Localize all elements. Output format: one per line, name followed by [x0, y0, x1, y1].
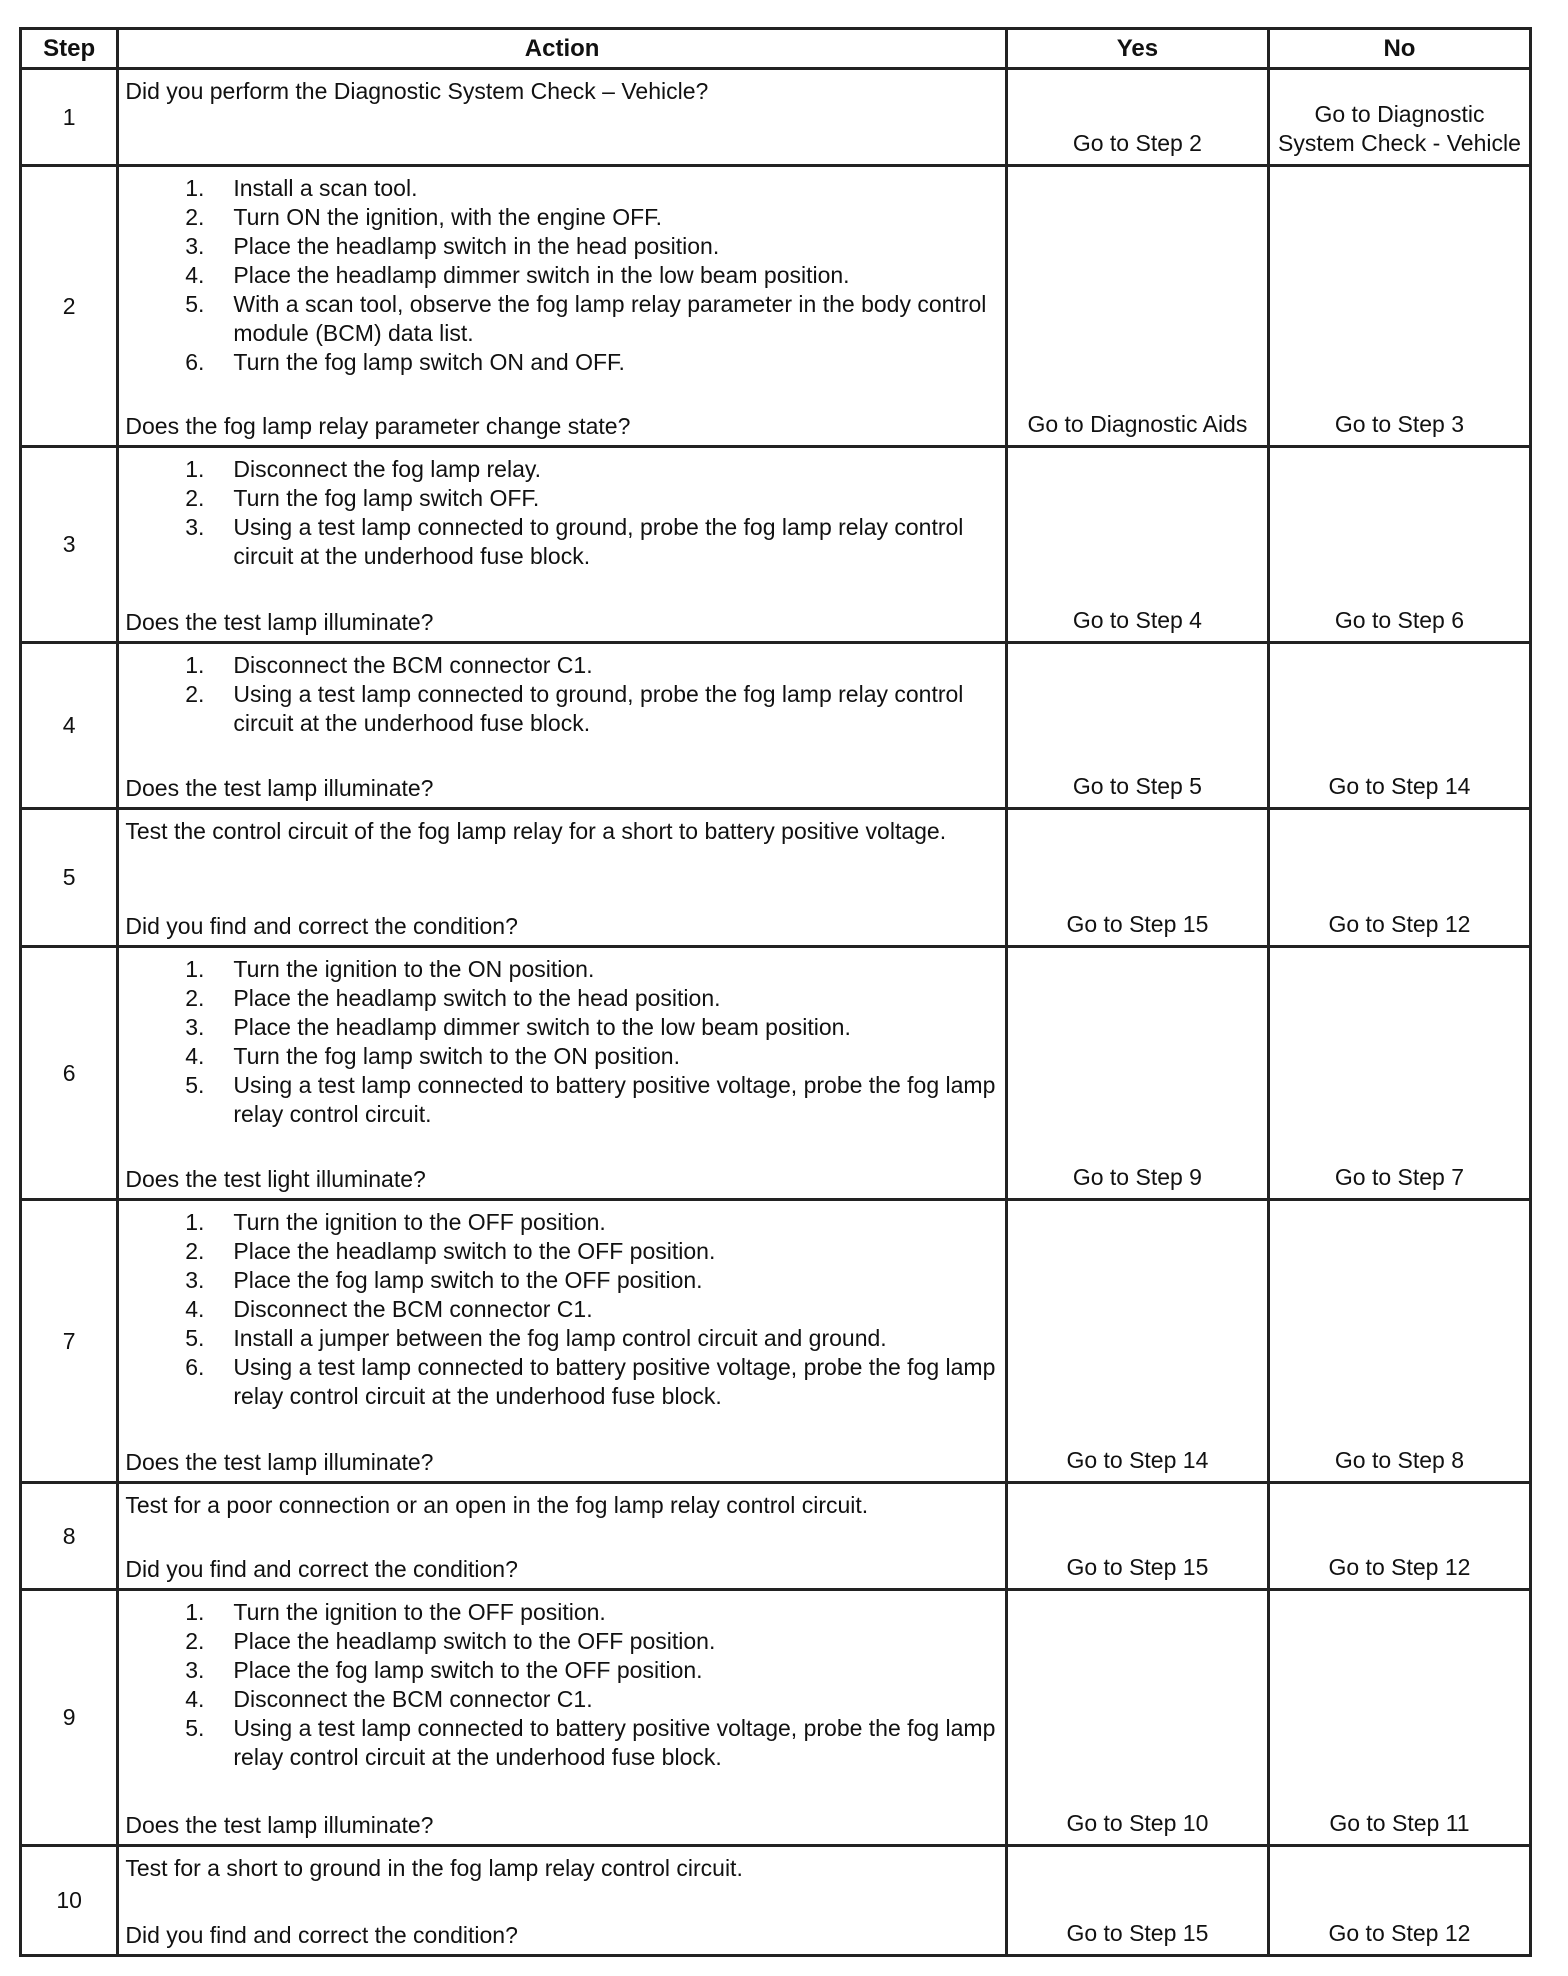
- step-number: 6: [21, 947, 118, 1200]
- list-item: [125, 455, 1001, 484]
- list-item-text: Turn the ignition to the ON position.: [233, 956, 595, 982]
- list-item-text: Place the headlamp dimmer switch in the low beam position.: [233, 262, 850, 288]
- list-item: [125, 203, 1001, 232]
- list-item-number: 5.: [185, 1325, 205, 1351]
- list-item: [125, 680, 1001, 738]
- list-item-number: 1.: [185, 956, 205, 982]
- no-result: Go to Step 12: [1268, 809, 1530, 947]
- yes-result: Go to Step 15: [1006, 1846, 1268, 1956]
- list-item-text: Place the headlamp switch to the head position.: [233, 985, 721, 1011]
- action-cell: [118, 1846, 1007, 1956]
- action-cell: [118, 643, 1007, 809]
- action-cell: [118, 1483, 1007, 1590]
- action-cell: [118, 1590, 1007, 1846]
- list-item-text: Using a test lamp connected to battery positive voltage, probe the fog lamp relay control circuit at the underhood fuse block.: [233, 1354, 996, 1409]
- list-item: [125, 1685, 1001, 1714]
- list-item-text: Place the headlamp dimmer switch to the low beam position.: [233, 1014, 851, 1040]
- action-intro: Test for a poor connection or an open in the fog lamp relay control circuit.: [125, 1492, 869, 1518]
- step-number: 7: [21, 1200, 118, 1483]
- list-item-text: Install a scan tool.: [233, 175, 418, 201]
- list-item-number: 3.: [185, 1014, 205, 1040]
- step-number: 1: [21, 69, 118, 166]
- list-item: [125, 1627, 1001, 1656]
- action-cell: [118, 166, 1007, 447]
- list-item: [125, 651, 1001, 680]
- list-item-text: Install a jumper between the fog lamp control circuit and ground.: [233, 1325, 887, 1351]
- list-item: [125, 232, 1001, 261]
- action-cell: [118, 947, 1007, 1200]
- list-item: [125, 290, 1001, 348]
- list-item-number: 1.: [185, 1599, 205, 1625]
- yes-result: Go to Step 15: [1006, 809, 1268, 947]
- no-result: Go to Step 12: [1268, 1483, 1530, 1590]
- list-item-text: Turn ON the ignition, with the engine OFF.: [233, 204, 663, 230]
- step-number: 9: [21, 1590, 118, 1846]
- table-row: [21, 643, 1531, 809]
- table-row: [21, 447, 1531, 643]
- list-item-text: Place the headlamp switch to the OFF position.: [233, 1628, 716, 1654]
- list-item-number: 1.: [185, 456, 205, 482]
- list-item-text: Using a test lamp connected to ground, probe the fog lamp relay control circuit at the underhood fuse block.: [233, 514, 964, 569]
- table-row: [21, 1200, 1531, 1483]
- list-item-number: 5.: [185, 1715, 205, 1741]
- action-steps-list: [125, 1208, 1001, 1411]
- action-cell: [118, 69, 1007, 166]
- table-row: [21, 947, 1531, 1200]
- action-question: Does the test lamp illuminate?: [125, 609, 434, 635]
- action-intro: Did you perform the Diagnostic System Check – Vehicle?: [125, 78, 709, 104]
- action-intro: Test the control circuit of the fog lamp relay for a short to battery positive voltage.: [125, 818, 947, 844]
- list-item: [125, 1208, 1001, 1237]
- list-item-text: Place the headlamp switch in the head position.: [233, 233, 720, 259]
- list-item-text: Using a test lamp connected to battery positive voltage, probe the fog lamp relay control circuit at the underhood fuse block.: [233, 1715, 996, 1770]
- list-item-text: Using a test lamp connected to ground, probe the fog lamp relay control circuit at the underhood fuse block.: [233, 681, 964, 736]
- list-item-number: 6.: [185, 1354, 205, 1380]
- no-result: Go to Diagnostic System Check - Vehicle: [1268, 69, 1530, 166]
- diagnostic-table-container: [19, 27, 1532, 1957]
- list-item: [125, 955, 1001, 984]
- no-result: Go to Step 8: [1268, 1200, 1530, 1483]
- list-item-number: 2.: [185, 485, 205, 511]
- list-item-number: 4.: [185, 262, 205, 288]
- list-item-text: Turn the ignition to the OFF position.: [233, 1599, 606, 1625]
- list-item-text: Place the fog lamp switch to the OFF position.: [233, 1657, 703, 1683]
- header-row: [21, 29, 1531, 69]
- no-result: Go to Step 3: [1268, 166, 1530, 447]
- list-item-text: Disconnect the fog lamp relay.: [233, 456, 542, 482]
- action-question: Does the test lamp illuminate?: [125, 775, 434, 801]
- list-item: [125, 348, 1001, 377]
- no-result: Go to Step 6: [1268, 447, 1530, 643]
- yes-result: Go to Step 4: [1006, 447, 1268, 643]
- action-question: Does the fog lamp relay parameter change state?: [125, 413, 631, 439]
- list-item-number: 1.: [185, 175, 205, 201]
- list-item-text: Using a test lamp connected to battery positive voltage, probe the fog lamp relay control circuit.: [233, 1072, 996, 1127]
- header-no: No: [1268, 29, 1530, 69]
- action-steps-list: [125, 174, 1001, 377]
- list-item-text: Turn the fog lamp switch OFF.: [233, 485, 540, 511]
- list-item: [125, 1598, 1001, 1627]
- list-item: [125, 1237, 1001, 1266]
- table-row: [21, 809, 1531, 947]
- list-item-number: 1.: [185, 1209, 205, 1235]
- step-number: 5: [21, 809, 118, 947]
- yes-result: Go to Step 2: [1006, 69, 1268, 166]
- list-item: [125, 1324, 1001, 1353]
- list-item-text: Disconnect the BCM connector C1.: [233, 652, 593, 678]
- list-item-text: Turn the fog lamp switch ON and OFF.: [233, 349, 625, 375]
- no-result: Go to Step 7: [1268, 947, 1530, 1200]
- step-number: 8: [21, 1483, 118, 1590]
- list-item-text: Place the headlamp switch to the OFF position.: [233, 1238, 716, 1264]
- step-number: 3: [21, 447, 118, 643]
- step-number: 4: [21, 643, 118, 809]
- list-item: [125, 1013, 1001, 1042]
- list-item: [125, 1042, 1001, 1071]
- list-item-text: With a scan tool, observe the fog lamp relay parameter in the body control module (BCM) data list.: [233, 291, 987, 346]
- list-item-number: 3.: [185, 1267, 205, 1293]
- yes-result: Go to Step 10: [1006, 1590, 1268, 1846]
- list-item-text: Disconnect the BCM connector C1.: [233, 1686, 593, 1712]
- action-question: Does the test lamp illuminate?: [125, 1449, 434, 1475]
- table-row: [21, 166, 1531, 447]
- list-item-number: 4.: [185, 1686, 205, 1712]
- action-question: Did you find and correct the condition?: [125, 1922, 518, 1948]
- list-item-number: 3.: [185, 514, 205, 540]
- no-result: Go to Step 11: [1268, 1590, 1530, 1846]
- action-steps-list: [125, 955, 1001, 1129]
- list-item-text: Turn the ignition to the OFF position.: [233, 1209, 606, 1235]
- list-item-text: Place the fog lamp switch to the OFF position.: [233, 1267, 703, 1293]
- list-item: [125, 513, 1001, 571]
- header-yes: Yes: [1006, 29, 1268, 69]
- list-item: [125, 1071, 1001, 1129]
- action-intro: Test for a short to ground in the fog lamp relay control circuit.: [125, 1855, 743, 1881]
- action-cell: [118, 1200, 1007, 1483]
- list-item: [125, 984, 1001, 1013]
- step-number: 10: [21, 1846, 118, 1956]
- action-steps-list: [125, 455, 1001, 571]
- list-item-number: 2.: [185, 1238, 205, 1264]
- list-item: [125, 484, 1001, 513]
- list-item-number: 1.: [185, 652, 205, 678]
- table-row: [21, 1846, 1531, 1956]
- table-body: [21, 69, 1531, 1956]
- step-number: 2: [21, 166, 118, 447]
- list-item: [125, 174, 1001, 203]
- list-item-number: 2.: [185, 985, 205, 1011]
- list-item: [125, 261, 1001, 290]
- yes-result: Go to Step 5: [1006, 643, 1268, 809]
- action-question: Does the test lamp illuminate?: [125, 1812, 434, 1838]
- action-steps-list: [125, 1598, 1001, 1772]
- list-item-number: 4.: [185, 1296, 205, 1322]
- list-item-number: 6.: [185, 349, 205, 375]
- action-steps-list: [125, 651, 1001, 738]
- list-item-text: Turn the fog lamp switch to the ON position.: [233, 1043, 680, 1069]
- list-item: [125, 1295, 1001, 1324]
- yes-result: Go to Step 14: [1006, 1200, 1268, 1483]
- action-cell: [118, 809, 1007, 947]
- yes-result: Go to Diagnostic Aids: [1006, 166, 1268, 447]
- diagnostic-table: [19, 27, 1532, 1957]
- table-row: [21, 1590, 1531, 1846]
- list-item-number: 2.: [185, 204, 205, 230]
- list-item: [125, 1714, 1001, 1772]
- list-item-number: 2.: [185, 1628, 205, 1654]
- list-item-number: 5.: [185, 1072, 205, 1098]
- list-item-text: Disconnect the BCM connector C1.: [233, 1296, 593, 1322]
- no-result: Go to Step 14: [1268, 643, 1530, 809]
- yes-result: Go to Step 9: [1006, 947, 1268, 1200]
- action-cell: [118, 447, 1007, 643]
- list-item-number: 3.: [185, 1657, 205, 1683]
- list-item-number: 5.: [185, 291, 205, 317]
- header-step: Step: [21, 29, 118, 69]
- list-item: [125, 1266, 1001, 1295]
- action-question: Did you find and correct the condition?: [125, 913, 518, 939]
- action-question: Does the test light illuminate?: [125, 1166, 426, 1192]
- list-item: [125, 1353, 1001, 1411]
- list-item-number: 4.: [185, 1043, 205, 1069]
- list-item-number: 2.: [185, 681, 205, 707]
- action-question: Did you find and correct the condition?: [125, 1556, 518, 1582]
- table-row: [21, 69, 1531, 166]
- table-row: [21, 1483, 1531, 1590]
- header-action: Action: [118, 29, 1007, 69]
- no-result: Go to Step 12: [1268, 1846, 1530, 1956]
- list-item-number: 3.: [185, 233, 205, 259]
- yes-result: Go to Step 15: [1006, 1483, 1268, 1590]
- list-item: [125, 1656, 1001, 1685]
